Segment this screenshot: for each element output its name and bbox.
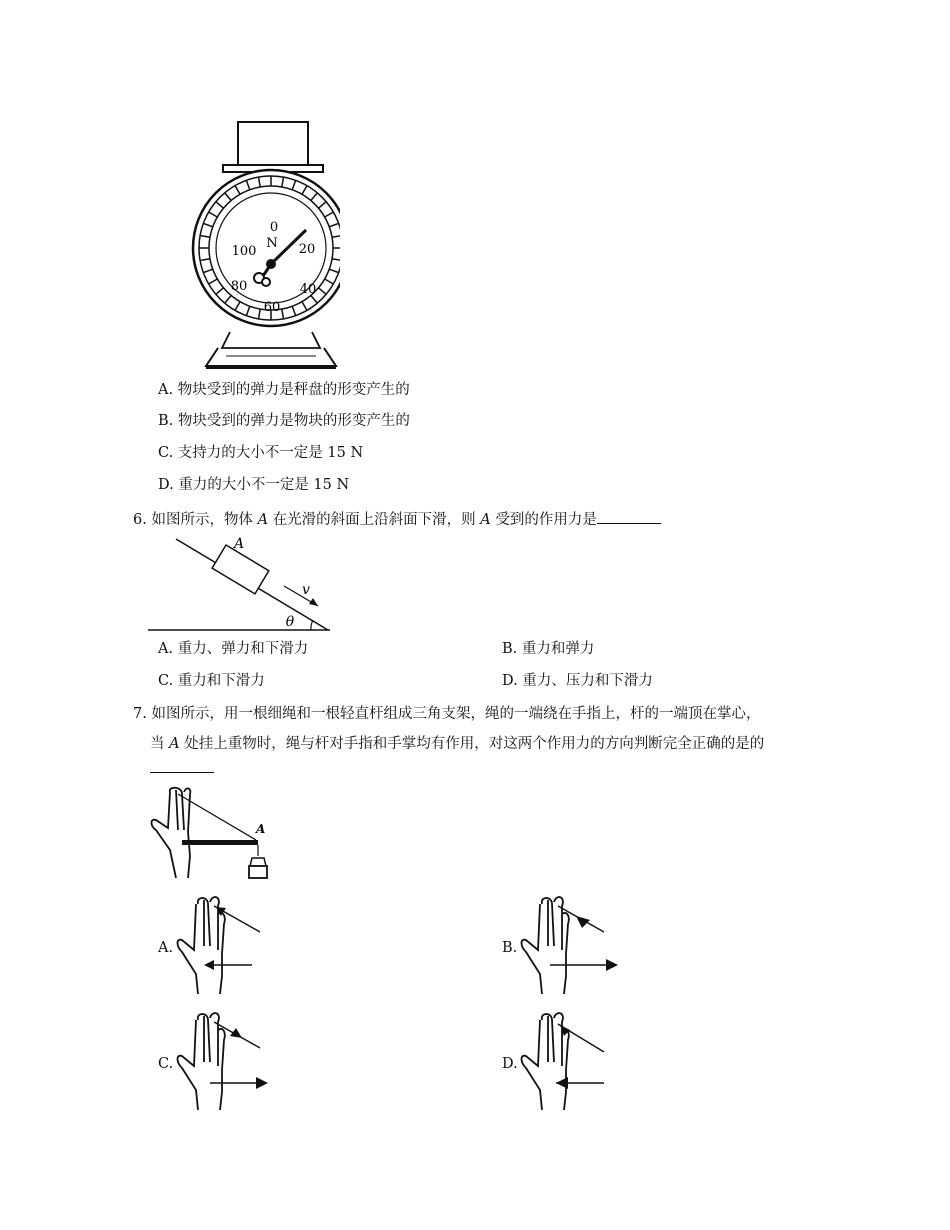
- q7-option-a-letter: A.: [158, 940, 174, 956]
- q6-option-b: [502, 639, 594, 659]
- q7-line2-part2: 处挂上重物时，绳与杆对手指和手掌均有作用，对这两个作用力的方向判断完全正确的是的: [184, 736, 765, 752]
- q7-stem-line2: [150, 734, 764, 754]
- point-a-label: A: [256, 822, 266, 836]
- q7-line1-text: 如图所示，用一根细绳和一根轻直杆组成三角支架，绳的一端绕在手指上，杆的一端顶在掌心，: [151, 706, 761, 722]
- scale-unit-label: N: [266, 236, 278, 251]
- q5-option-d-text: 重力的大小不一定是 15 N: [178, 477, 350, 493]
- angle-label: θ: [285, 614, 295, 630]
- q6-option-b-text: 重力和弹力: [521, 641, 595, 657]
- q5-option-b: [158, 411, 410, 431]
- scale-tick-label-20: 20: [298, 242, 316, 257]
- scale-tick-label-100: 100: [231, 244, 257, 259]
- rope-line: [178, 794, 256, 840]
- q6-var-a: A: [257, 512, 269, 528]
- q6-option-d: [502, 671, 653, 691]
- q6-stem-part2: 在光滑的斜面上沿斜面下滑，则: [272, 512, 476, 528]
- q7-option-c-letter: C.: [158, 1056, 174, 1072]
- incline-block-label: A: [233, 536, 245, 552]
- velocity-label: v: [302, 582, 310, 598]
- q7-var-a: A: [169, 736, 180, 752]
- q5-option-a-letter: A.: [158, 382, 174, 398]
- scale-tick-label-0: 0: [269, 220, 279, 235]
- q6-option-a-text: 重力、弹力和下滑力: [177, 641, 309, 657]
- q6-stem-part1: 如图所示，物体: [151, 512, 253, 528]
- spring-scale-figure: [190, 118, 340, 372]
- q5-option-a-text: 物块受到的弹力是秤盘的形变产生的: [177, 382, 410, 398]
- q7-option-a-figure: [176, 894, 271, 1000]
- q7-answer-blank: [150, 760, 214, 773]
- q6-option-b-letter: B.: [502, 641, 518, 657]
- q6-option-c: [158, 671, 265, 691]
- q7-option-c-figure: [176, 1010, 271, 1116]
- scale-base: [222, 332, 320, 348]
- angle-arc: [311, 620, 313, 630]
- q7-option-b-figure: [520, 894, 625, 1000]
- incline-block: [212, 545, 269, 594]
- scale-tick-label-60: 60: [263, 300, 281, 315]
- q5-option-c-letter: C.: [158, 445, 174, 461]
- weight-block: [250, 858, 266, 866]
- q6-option-c-letter: C.: [158, 673, 174, 689]
- q5-option-b-text: 物块受到的弹力是物块的形变产生的: [177, 413, 410, 429]
- q7-stem-line1: [133, 704, 760, 724]
- q5-option-d: [158, 475, 349, 495]
- q5-option-c: [158, 443, 363, 463]
- q6-answer-blank: [597, 509, 661, 524]
- q6-var-a-2: A: [480, 512, 491, 528]
- q6-option-a: [158, 639, 308, 659]
- q7-line2-part1: 当: [150, 736, 165, 752]
- hand-fingers: [170, 788, 191, 832]
- q6-option-a-letter: A.: [158, 641, 174, 657]
- q6-stem-part3: 受到的作用力是: [495, 512, 597, 528]
- q7-option-d-figure: [520, 1010, 615, 1116]
- q5-option-b-letter: B.: [158, 413, 174, 429]
- incline-figure: [148, 534, 333, 634]
- q6-option-d-text: 重力、压力和下滑力: [522, 673, 653, 689]
- q6-option-c-text: 重力和下滑力: [177, 673, 265, 689]
- hand-palm: [152, 792, 191, 878]
- q7-option-d-letter: D.: [502, 1056, 518, 1072]
- q5-option-c-text: 支持力的大小不一定是 15 N: [177, 445, 364, 461]
- rod-bar: [182, 840, 258, 845]
- q6-option-d-letter: D.: [502, 673, 518, 689]
- q7-hand-figure: [148, 784, 273, 884]
- q5-option-a: [158, 380, 410, 400]
- q6-stem: [133, 509, 661, 530]
- q7-number: 7.: [133, 706, 147, 722]
- scale-tick-label-40: 40: [299, 282, 317, 297]
- q6-number: 6.: [133, 512, 147, 528]
- q7-option-b-letter: B.: [502, 940, 518, 956]
- q5-option-d-letter: D.: [158, 477, 174, 493]
- scale-tick-label-80: 80: [230, 279, 248, 294]
- scale-object-block: [238, 122, 308, 166]
